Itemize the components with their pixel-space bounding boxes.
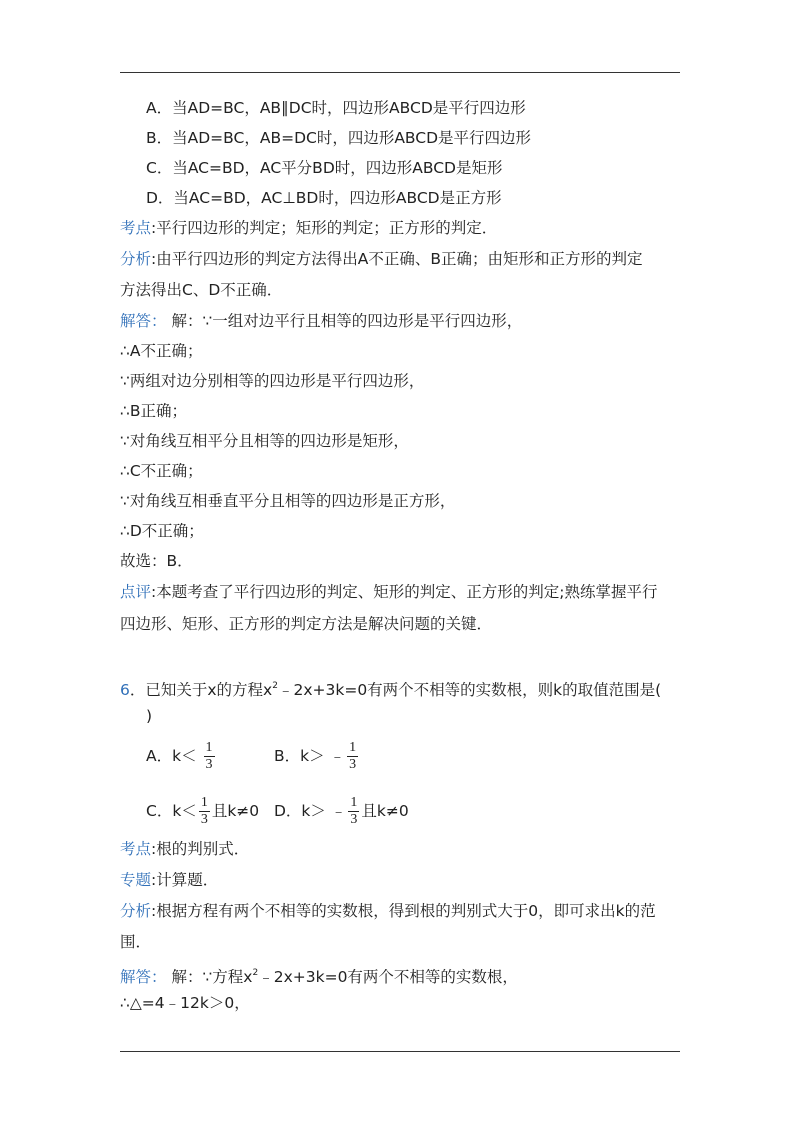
q5-kaodian xyxy=(120,217,685,239)
q5-step-2: ∵两组对边分别相等的四边形是平行四边形， xyxy=(120,372,425,390)
q5-fenxi-line2: 方法得出C、D不正确． xyxy=(120,281,283,299)
q6-option-a xyxy=(146,741,217,772)
q6-option-b-sign: ﹣ xyxy=(329,747,346,765)
fraction-one-third: $\frac{1}{3}$ xyxy=(350,795,358,827)
q6-stem-exponent: 2 xyxy=(272,681,278,691)
q6-option-d-text: D．k＞ xyxy=(274,802,326,820)
q5-dianping xyxy=(120,581,685,603)
q6-fenxi-line2: 围． xyxy=(120,933,152,951)
fenxi-label: 分析 xyxy=(120,902,152,920)
kaodian-label: 考点 xyxy=(120,840,152,858)
q6-option-b xyxy=(274,741,360,772)
q5-option-a: A．当AD=BC，AB∥DC时，四边形ABCD是平行四边形 xyxy=(146,99,526,117)
q5-jieda xyxy=(120,310,685,332)
q5-step-3: ∴B正确； xyxy=(120,402,187,420)
q6-jieda xyxy=(120,962,685,988)
q6-stem-text-b: ﹣2x+3k=0有两个不相等的实数根，则k的取值范围是( xyxy=(277,681,662,699)
jieda-text-a: 解：∵方程x xyxy=(166,968,253,986)
fenxi-text: :根据方程有两个不相等的实数根，得到根的判别式大于0，即可求出k的范 xyxy=(151,902,656,920)
kaodian-text: :平行四边形的判定；矩形的判定；正方形的判定． xyxy=(151,219,498,237)
fraction-one-third: $\frac{1}{3}$ xyxy=(205,740,213,772)
q6-stem xyxy=(120,675,685,701)
fraction-one-third: $\frac{1}{3}$ xyxy=(200,795,208,827)
jieda-exponent: 2 xyxy=(252,968,259,978)
q6-zhuanti xyxy=(120,869,685,891)
q6-option-d xyxy=(274,796,409,827)
q6-fenxi xyxy=(120,900,685,922)
jieda-label: 解答： xyxy=(120,312,167,330)
top-rule xyxy=(120,72,680,73)
q6-stem-text-a: ．已知关于x的方程x xyxy=(129,681,273,699)
q6-option-d-sign: ﹣ xyxy=(330,802,347,820)
fenxi-label: 分析 xyxy=(120,250,152,268)
q5-option-b: B．当AD=BC，AB=DC时，四边形ABCD是平行四边形 xyxy=(146,129,532,147)
kaodian-label: 考点 xyxy=(120,219,152,237)
zhuanti-text: :计算题． xyxy=(151,871,219,889)
bottom-rule xyxy=(120,1051,680,1052)
dianping-label: 点评 xyxy=(120,583,152,601)
jieda-label: 解答： xyxy=(120,968,167,986)
q5-step-7: ∴D不正确； xyxy=(120,522,204,540)
q6-number: 6 xyxy=(120,681,130,699)
zhuanti-label: 专题 xyxy=(120,871,152,889)
jieda-text: 解：∵一组对边平行且相等的四边形是平行四边形， xyxy=(166,312,523,330)
q6-option-b-text: B．k＞ xyxy=(274,747,325,765)
q5-step-6: ∵对角线互相垂直平分且相等的四边形是正方形， xyxy=(120,492,456,510)
q5-option-d: D．当AC=BD，AC⊥BD时，四边形ABCD是正方形 xyxy=(146,189,502,207)
q5-step-1: ∴A不正确； xyxy=(120,342,203,360)
q6-kaodian xyxy=(120,838,685,860)
q5-step-4: ∵对角线互相平分且相等的四边形是矩形， xyxy=(120,432,409,450)
q6-discriminant-line: ∴△=4﹣12k＞0， xyxy=(120,994,250,1012)
q5-fenxi xyxy=(120,248,685,270)
dianping-text: :本题考查了平行四边形的判定、矩形的判定、正方形的判定;熟练掌握平行 xyxy=(151,583,658,601)
fenxi-text: :由平行四边形的判定方法得出A不正确、B正确；由矩形和正方形的判定 xyxy=(151,250,643,268)
q6-option-d-post: 且k≠0 xyxy=(361,802,409,820)
fraction-one-third: $\frac{1}{3}$ xyxy=(349,740,357,772)
q5-dianping-line2: 四边形、矩形、正方形的判定方法是解决问题的关键． xyxy=(120,615,493,633)
q6-option-c-text: C．k＜ xyxy=(146,802,197,820)
q6-option-a-text: A．k＜ xyxy=(146,747,197,765)
q6-option-c xyxy=(146,796,259,827)
q6-stem-close: ) xyxy=(146,707,153,725)
q5-option-c: C．当AC=BD，AC平分BD时，四边形ABCD是矩形 xyxy=(146,159,503,177)
q5-step-5: ∴C不正确； xyxy=(120,462,203,480)
q5-answer: 故选：B． xyxy=(120,552,193,570)
q6-option-c-post: 且k≠0 xyxy=(211,802,260,820)
jieda-text-b: ﹣2x+3k=0有两个不相等的实数根， xyxy=(258,968,518,986)
kaodian-text: :根的判别式． xyxy=(151,840,250,858)
